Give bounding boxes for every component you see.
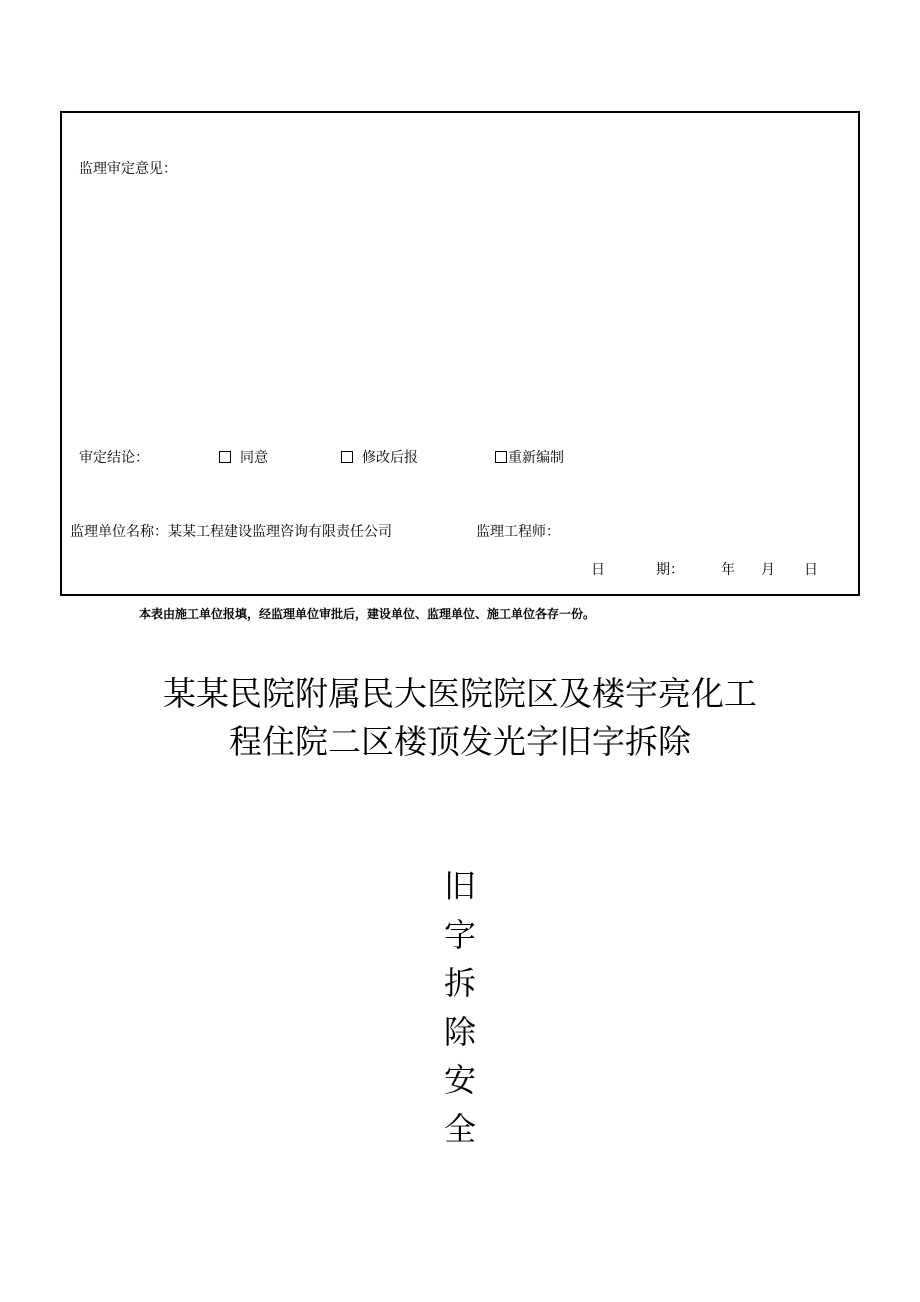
vertical-char: 全 — [443, 1109, 476, 1148]
option-revise-resubmit-label: 修改后报 — [362, 450, 418, 466]
option-agree-label: 同意 — [240, 450, 268, 466]
date-row — [62, 561, 858, 581]
supervision-unit-name: 监理单位名称：某某工程建设监理咨询有限责任公司 — [70, 524, 392, 540]
option-agree[interactable] — [219, 449, 268, 467]
vertical-char: 字 — [443, 915, 476, 954]
checkbox-agree[interactable] — [219, 451, 231, 463]
checkbox-recompile[interactable] — [495, 451, 507, 463]
document-title — [60, 670, 860, 766]
opinion-label: 监理审定意见： — [79, 161, 177, 177]
date-year-label: 年 — [721, 562, 735, 578]
date-label-qi: 期： — [656, 562, 684, 578]
form-footnote: 本表由施工单位报填，经监理单位审批后，建设单位、监理单位、施工单位各存一份。 — [139, 607, 596, 621]
vertical-char: 拆 — [443, 964, 476, 1002]
title-line-1: 某某民院附属民大医院院区及楼宇亮化工 — [163, 674, 757, 713]
vertical-char: 除 — [443, 1012, 476, 1051]
date-month-label: 月 — [761, 562, 775, 578]
vertical-subtitle — [436, 862, 484, 1153]
vertical-char: 旧 — [443, 867, 476, 905]
checkbox-revise-resubmit[interactable] — [341, 451, 353, 463]
option-recompile-label: 重新编制 — [508, 450, 564, 466]
conclusion-label: 审定结论： — [79, 450, 149, 466]
date-label-ri: 日 — [591, 562, 605, 578]
option-recompile[interactable] — [495, 449, 564, 467]
vertical-char: 安 — [443, 1061, 476, 1099]
option-revise-resubmit[interactable] — [341, 449, 418, 467]
supervision-engineer-label: 监理工程师： — [476, 524, 560, 540]
conclusion-row — [79, 449, 839, 469]
unit-row — [70, 523, 840, 543]
supervision-review-form — [60, 111, 860, 596]
date-day-label: 日 — [804, 562, 818, 578]
title-line-2: 程住院二区楼顶发光字旧字拆除 — [229, 722, 691, 761]
